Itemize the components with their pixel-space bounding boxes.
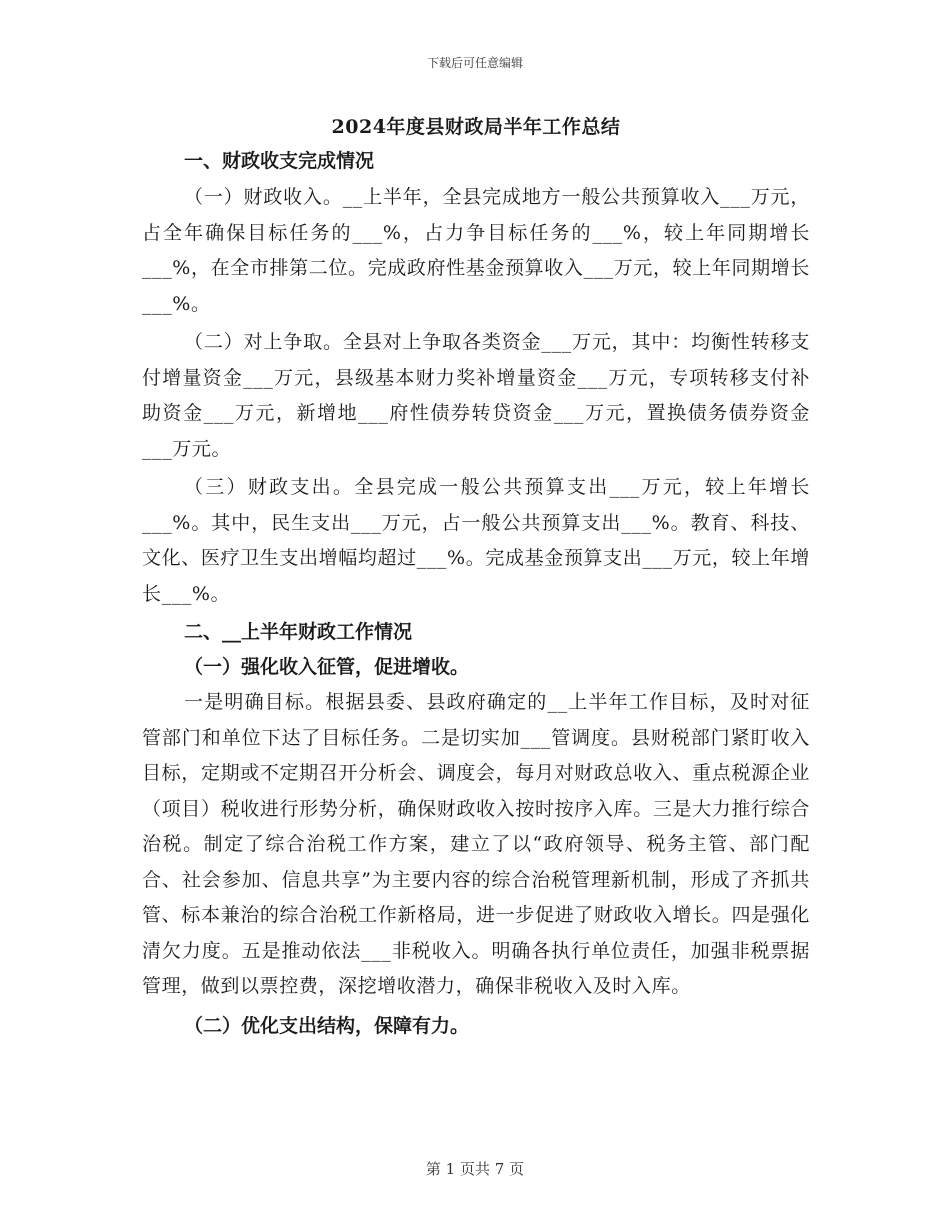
paragraph-fiscal-expenditure: （三）财政支出。全县完成一般公共预算支出___万元，较上年增长___%。其中，民生支出___万元，占一般公共预算支出___%。教育、科技、文化、医疗卫生支出增幅均超过___%。完成基金预算支出___万元，较上年增长___%。 xyxy=(142,476,810,605)
document-title: 2024年度县财政局半年工作总结 xyxy=(331,116,621,138)
document-body xyxy=(142,110,810,1044)
section-heading-2: 二、__上半年财政工作情况 xyxy=(184,621,413,643)
paragraph-fiscal-revenue: （一）财政收入。__上半年，全县完成地方一般公共预算收入___万元，占全年确保目标任务的___%，占力争目标任务的___%，较上年同期增长___%，在全市排第二位。完成政府性基金预算收入___万元，较上年同期增长___%。 xyxy=(142,186,810,315)
section-heading-1: 一、财政收支完成情况 xyxy=(184,150,375,172)
paragraph-funding-from-above: （二）对上争取。全县对上争取各类资金___万元，其中：均衡性转移支付增量资金___万元，县级基本财力奖补增量资金___万元，专项转移支付补助资金___万元，新增地___府性债券转贷资金___万元，置换债务债券资金___万元。 xyxy=(142,331,810,460)
page-footer-number: 第 1 页共 7 页 xyxy=(425,1160,525,1178)
paragraph-revenue-management: 一是明确目标。根据县委、县政府确定的__上半年工作目标，及时对征管部门和单位下达了目标任务。二是切实加___管调度。县财税部门紧盯收入目标，定期或不定期召开分析会、调度会，每月对财政总收入、重点税源企业（项目）税收进行形势分析，确保财政收入按时按序入库。三是大力推行综合治税。制定了综合治税工作方案，建立了以“政府领导、税务主管、部门配合、社会参加、信息共享”为主要内容的综合治税管理新机制，形成了齐抓共管、标本兼治的综合治税工作新格局，进一步促进了财政收入增长。四是强化清欠力度。五是推动依法___非税收入。明确各执行单位责任，加强非税票据管理，做到以票控费，深挖增收潜力，确保非税收入及时入库。 xyxy=(142,691,810,997)
page-header-note: 下载后可任意编辑 xyxy=(426,56,523,70)
sub-heading-revenue-management: （一）强化收入征管，促进增收。 xyxy=(184,656,470,678)
sub-heading-expenditure-structure: （二）优化支出结构，保障有力。 xyxy=(184,1014,470,1037)
